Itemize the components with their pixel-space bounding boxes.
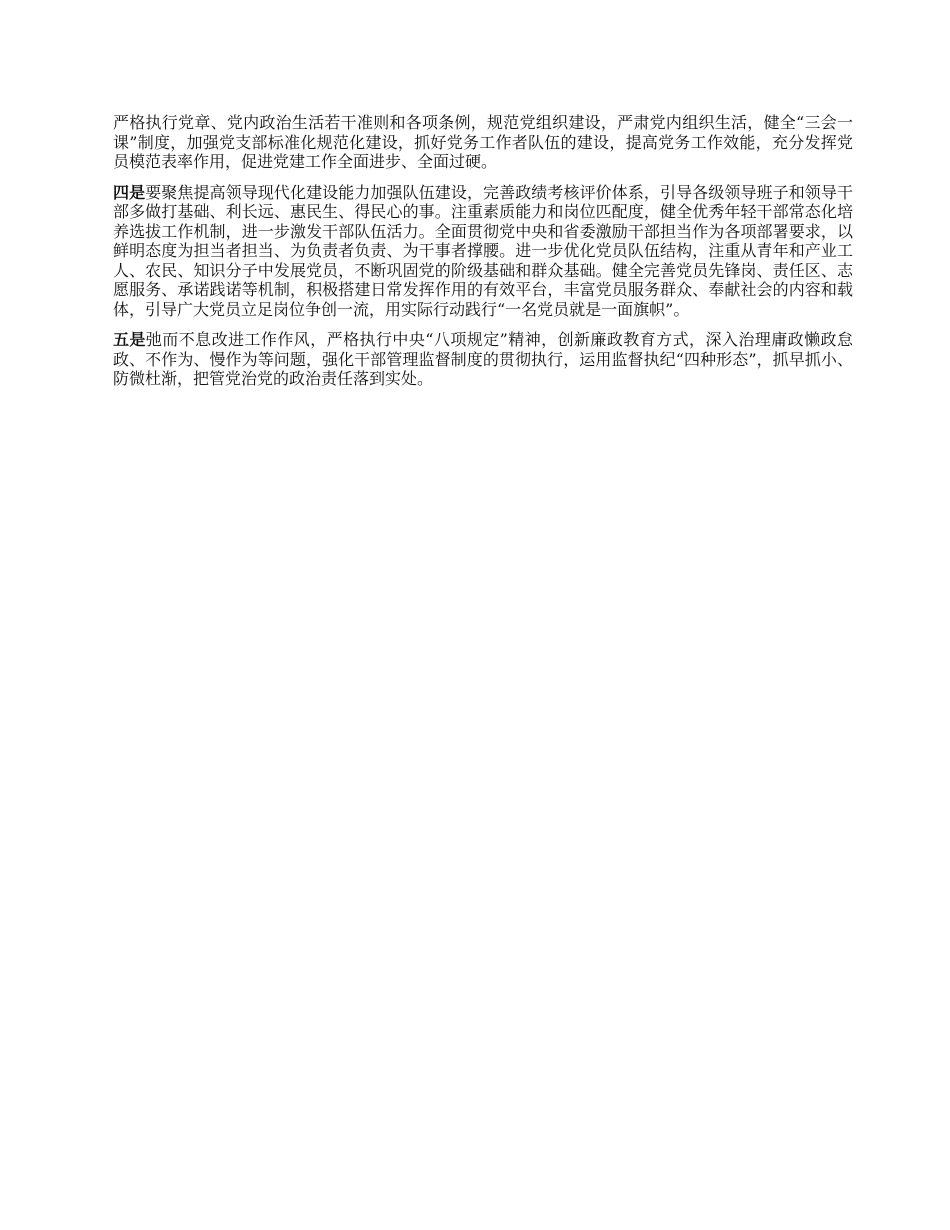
paragraph-text: 弛而不息改进工作作风，严格执行中央“八项规定”精神，创新廉政教育方式，深入治理庸政懒政怠政、不作为、慢作为等问题，强化干部管理监督制度的贯彻执行，运用监督执纪“四种形态”，抓早抓小、防微杜渐，把管党治党的政治责任落到实处。 bbox=[113, 330, 853, 388]
paragraph-point-four bbox=[113, 183, 853, 320]
paragraph-lead: 四是 bbox=[113, 182, 146, 202]
paragraph-text: 要聚焦提高领导现代化建设能力加强队伍建设，完善政绩考核评价体系，引导各级领导班子和领导干部多做打基础、利长远、惠民生、得民心的事。注重素质能力和岗位匹配度，健全优秀年轻干部常态化培养选拔工作机制，进一步激发干部队伍活力。全面贯彻党中央和省委激励干部担当作为各项部署要求，以鲜明态度为担当者担当、为负责者负责、为干事者撑腰。进一步优化党员队伍结构，注重从青年和产业工人、农民、知识分子中发展党员，不断巩固党的阶级基础和群众基础。健全完善党员先锋岗、责任区、志愿服务、承诺践诺等机制，积极搭建日常发挥作用的有效平台，丰富党员服务群众、奉献社会的内容和载体，引导广大党员立足岗位争创一流，用实际行动践行“一名党员就是一面旗帜”。 bbox=[113, 182, 853, 319]
paragraph-party-building bbox=[113, 113, 853, 172]
paragraph-text: 严格执行党章、党内政治生活若干准则和各项条例，规范党组织建设，严肃党内组织生活，健全“三会一课”制度，加强党支部标准化规范化建设，抓好党务工作者队伍的建设，提高党务工作效能，充分发挥党员模范表率作用，促进党建工作全面进步、全面过硬。 bbox=[113, 113, 853, 171]
document-page bbox=[113, 113, 853, 400]
paragraph-point-five bbox=[113, 330, 853, 389]
paragraph-lead: 五是 bbox=[113, 330, 146, 349]
